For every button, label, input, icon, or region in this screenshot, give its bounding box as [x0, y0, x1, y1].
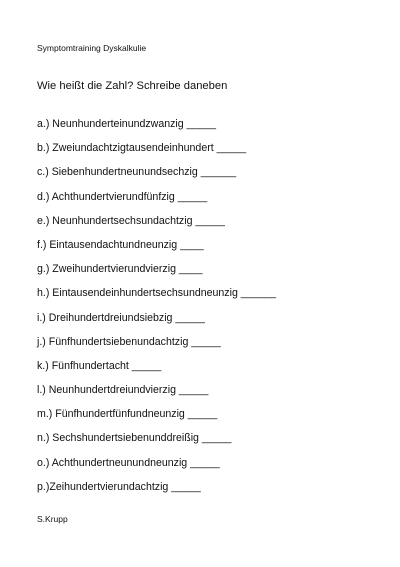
exercise-item-j: j.) Fünfhundertsiebenundachtzig _____	[37, 335, 221, 348]
author-credit: S.Krupp	[37, 514, 68, 524]
exercise-item-d: d.) Achthundertvierundfünfzig _____	[37, 190, 208, 203]
exercise-item-g: g.) Zweihundertvierundvierzig ____	[37, 263, 203, 276]
exercise-item-l: l.) Neunhundertdreiundvierzig _____	[37, 384, 209, 397]
exercise-item-o: o.) Achthundertneunundneunzig _____	[37, 456, 220, 469]
exercise-list	[37, 117, 276, 504]
exercise-item-n: n.) Sechshundertsiebenunddreißig _____	[37, 432, 232, 445]
exercise-item-e: e.) Neunhundertsechsundachtzig _____	[37, 214, 225, 227]
exercise-item-a: a.) Neunhunderteinundzwanzig _____	[37, 118, 217, 130]
exercise-item-m: m.) Fünfhundertfünfundneunzig _____	[37, 408, 218, 421]
exercise-item-f: f.) Eintausendachtundneunzig ____	[37, 238, 204, 251]
exercise-item-c: c.) Siebenhundertneunundsechzig ______	[37, 166, 237, 179]
exercise-item-h: h.) Eintausendeinhundertsechsundneunzig ______	[37, 287, 277, 300]
exercise-item-i: i.) Dreihundertdreiundsiebzig _____	[37, 311, 205, 324]
worksheet-title: Symptomtraining Dyskalkulie	[37, 43, 147, 53]
exercise-item-b: b.) Zweiundachtzigtausendeinhundert _____	[37, 142, 247, 155]
exercise-item-k: k.) Fünfhundertacht _____	[37, 359, 162, 372]
exercise-item-p: p.)Zeihundertvierundachtzig _____	[37, 480, 201, 493]
task-instruction: Wie heißt die Zahl? Schreibe daneben	[37, 80, 228, 92]
